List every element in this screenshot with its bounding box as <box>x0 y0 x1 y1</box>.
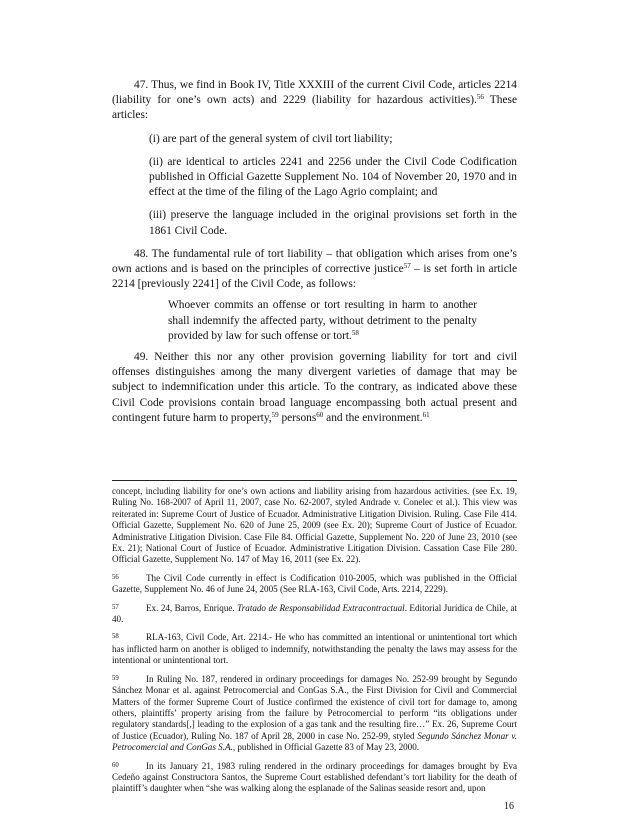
footnote-ref-58[interactable]: 58 <box>351 328 359 337</box>
footnote-60: 60 In its January 21, 1983 ruling rendered in the ordinary proceedings for damages brought by Eva Cedeño against Constructora Santos, the Supreme Court established defendant’s tort liability for the death of plaintiff’s daughter when “she was walking along the esplanade of the Salinas seaside resort and, upon <box>112 760 517 794</box>
footnote-ref-61[interactable]: 61 <box>422 410 430 419</box>
footnote-ref-56[interactable]: 56 <box>476 93 484 102</box>
main-text <box>112 78 517 426</box>
paragraph-48: 48. The fundamental rule of tort liability – that obligation which arises from one’s own actions and is based on the principles of corrective justice$^{57}$ – is set forth in article 2214 [previously 2241] of the Civil Code, as follows: <box>112 247 517 291</box>
footnote-ref-57[interactable]: 57 <box>403 262 411 271</box>
page-number: 16 <box>504 801 514 812</box>
footnote-separator <box>112 480 517 481</box>
footnotes-section <box>112 486 517 795</box>
footnote-59: 59 In Ruling No. 187, rendered in ordinary proceedings for damages No. 252-99 brought by Segundo Sánchez Monar et al. against Petrocomercial and ConGas S.A., the First Division for Civil and Commercial Matters of the former Supreme Court of Justice confirmed the existence of civil tort for damage to, among others, plaintiffs’ property arising from the failure by Petrocomercial to perform “its obligations under regulatory standards[,] leading to the explosion of a gas tank and the resulting fire…” Ex. 26, Supreme Court of Justice (Ecuador), Ruling No. 187 of April 28, 2000 in case No. 252-99, styled Segundo Sánchez Monar v. Petrocomercial and ConGas S.A., published in Official Gazette 83 of May 23, 2000. <box>112 673 518 753</box>
footnote-ref-59[interactable]: 59 <box>271 410 279 419</box>
list-item-iii: (iii) preserve the language included in the original provisions set forth in the 1861 Civil Code. <box>149 209 517 237</box>
footnote-number: 60 <box>112 761 119 769</box>
paragraph-47: 47. Thus, we find in Book IV, Title XXXIII of the current Civil Code, articles 2214 (liability for one’s own acts) and 2229 (liability for hazardous activities).$^{56}$ These articles: <box>112 79 517 122</box>
footnote-continued: concept, including liability for one’s own actions and liability arising from hazardous activities. (see Ex. 19, Ruling No. 168-2007 of April 11, 2007, case No. 62-2007, styled Andrade v. Conelec et al.). This view was reiterated in: Supreme Court of Justice of Ecuador. Administrative Litigation Division. Ruling. Case File 414. Official Gazette, Supplement No. 620 of June 25, 2009 (see Ex. 20); Supreme Court of Justice of Ecuador. Administrative Litigation Division. Case File 84. Official Gazette, Supplement No. 220 of June 23, 2010 (see Ex. 21); National Court of Justice of Ecuador. Administrative Litigation Division. Cassation Case File 280. Official Gazette, Supplement No. 147 of May 16, 2011 (see Ex. 22). <box>112 486 517 565</box>
footnote-57: 57 Ex. 24, Barros, Enrique. Tratado de Responsabilidad Extracontractual. Editorial Jurídica de Chile, at 40. <box>112 602 518 625</box>
footnote-number: 56 <box>112 573 119 581</box>
footnote-number: 57 <box>112 603 119 611</box>
list-item-i: (i) are part of the general system of civil tort liability; <box>149 132 393 145</box>
footnote-56: 56 The Civil Code currently in effect is Codification 010-2005, which was published in the Official Gazette, Supplement No. 46 of June 24, 2005 (See RLA-163, Civil Code, Arts. 2214, 2229). <box>112 572 517 595</box>
footnote-number: 58 <box>112 633 119 641</box>
footnote-ref-60[interactable]: 60 <box>316 410 324 419</box>
footnote-58: 58 RLA-163, Civil Code, Art. 2214.- He who has committed an intentional or unintentional tort which has inflicted harm on another is obliged to indemnify, notwithstanding the penalty the laws may assess for the intentional or unintentional tort. <box>112 632 517 666</box>
block-quote: Whoever commits an offense or tort resulting in harm to another shall indemnify the affected party, without detriment to the penalty provided by law for such offense or tort.$^{58}$ <box>168 299 477 342</box>
paragraph-49: 49. Neither this nor any other provision governing liability for tort and civil offenses distinguishes among the many divergent varieties of damage that may be subject to indemnification under this article. To the contrary, as indicated above these Civil Code provisions contain broad language encompassing both actual present and contingent future harm to property,$^{59}$ persons$^{60}$ and the environment.$^{61}$ <box>112 351 517 424</box>
footnote-number: 59 <box>112 674 119 682</box>
list-item-ii: (ii) are identical to articles 2241 and 2256 under the Civil Code Codification published in Official Gazette Supplement No. 104 of November 20, 1970 and in effect at the time of the filing of the Lago Agrio complaint; and <box>149 155 517 199</box>
